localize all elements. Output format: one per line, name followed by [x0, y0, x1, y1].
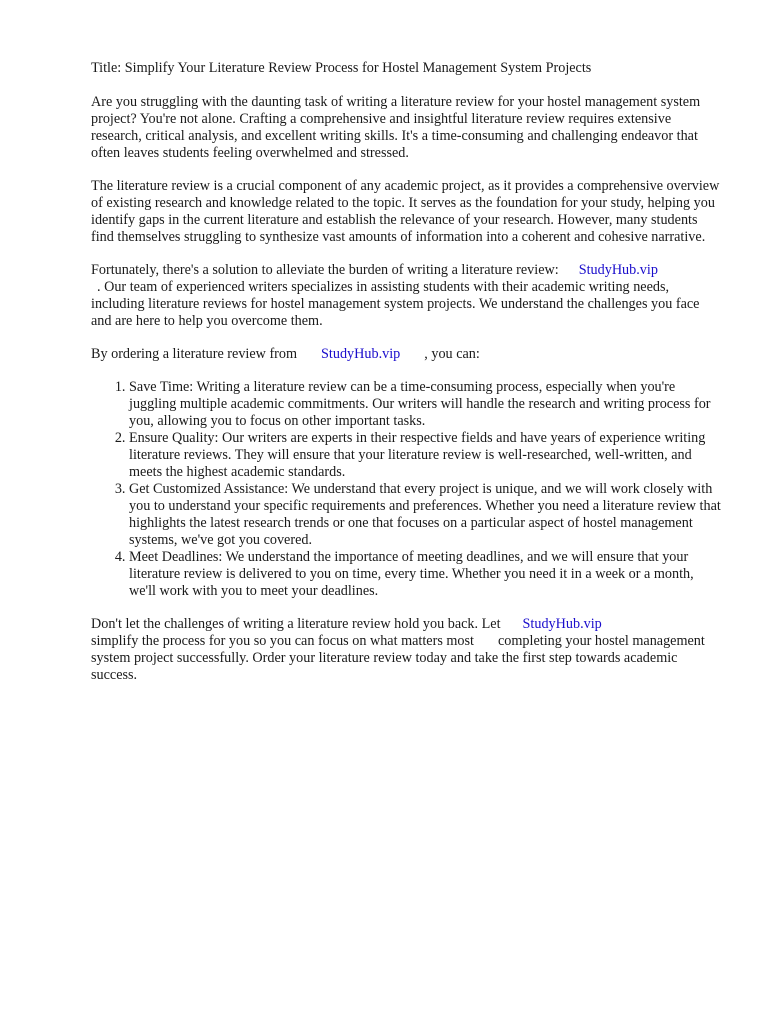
list-item: 4. Meet Deadlines: We understand the importance of meeting deadlines, and we will ensure that your literature review is delivered to you on time, every time. Whether you need it in a week or a month, we'll work with you to meet your deadlines. — [129, 549, 721, 600]
ordering-text-after: , you can: — [424, 346, 480, 362]
solution-paragraph — [91, 262, 721, 330]
studyhub-link[interactable]: StudyHub.vip — [522, 616, 602, 632]
document-page — [91, 60, 721, 700]
closing-paragraph — [91, 616, 721, 684]
list-item: 3. Get Customized Assistance: We understand that every project is unique, and we will work closely with you to understand your specific requirements and preferences. Whether you need a literature review that highlights the latest research trends or one that focuses on a particular aspect of hostel management systems, we've got you covered. — [129, 481, 721, 549]
ordering-paragraph — [91, 346, 721, 363]
ordering-text-before: By ordering a literature review from — [91, 346, 298, 362]
document-title: Title: Simplify Your Literature Review Process for Hostel Management System Projects — [91, 60, 592, 76]
studyhub-link[interactable]: StudyHub.vip — [321, 346, 401, 362]
closing-text-after: completing your hostel management system project successfully. Order your literature review today and take the first step towards academic success. — [91, 633, 705, 683]
list-item: 1. Save Time: Writing a literature review can be a time-consuming process, especially when you're juggling multiple academic commitments. Our writers will handle the research and writing process for you, allowing you to focus on other important tasks. — [129, 379, 721, 430]
importance-paragraph: The literature review is a crucial component of any academic project, as it provides a comprehensive overview of existing research and knowledge related to the topic. It serves as the foundation for your study, helping you identify gaps in the current literature and establish the relevance of your research. However, many students find themselves struggling to synthesize vast amounts of information into a coherent and cohesive narrative. — [91, 178, 720, 245]
benefits-list — [91, 379, 721, 600]
studyhub-link[interactable]: StudyHub.vip — [578, 262, 658, 278]
solution-text-after: . Our team of experienced writers specializes in assisting students with their academic writing needs, including literature reviews for hostel management system projects. We understand the challenges you face and are here to help you overcome them. — [91, 279, 700, 329]
intro-paragraph: Are you struggling with the daunting task of writing a literature review for your hostel management system project? You're not alone. Crafting a comprehensive and insightful literature review requires extensive research, critical analysis, and excellent writing skills. It's a time-consuming and challenging endeavor that often leaves students feeling overwhelmed and stressed. — [91, 94, 701, 161]
closing-text-middle: simplify the process for you so you can focus on what matters most — [91, 633, 474, 649]
solution-text-before: Fortunately, there's a solution to alleviate the burden of writing a literature review: — [91, 262, 559, 278]
closing-text-before: Don't let the challenges of writing a literature review hold you back. Let — [91, 616, 501, 632]
list-item: 2. Ensure Quality: Our writers are experts in their respective fields and have years of experience writing literature reviews. They will ensure that your literature review is well-researched, well-written, and meets the highest academic standards. — [129, 430, 721, 481]
